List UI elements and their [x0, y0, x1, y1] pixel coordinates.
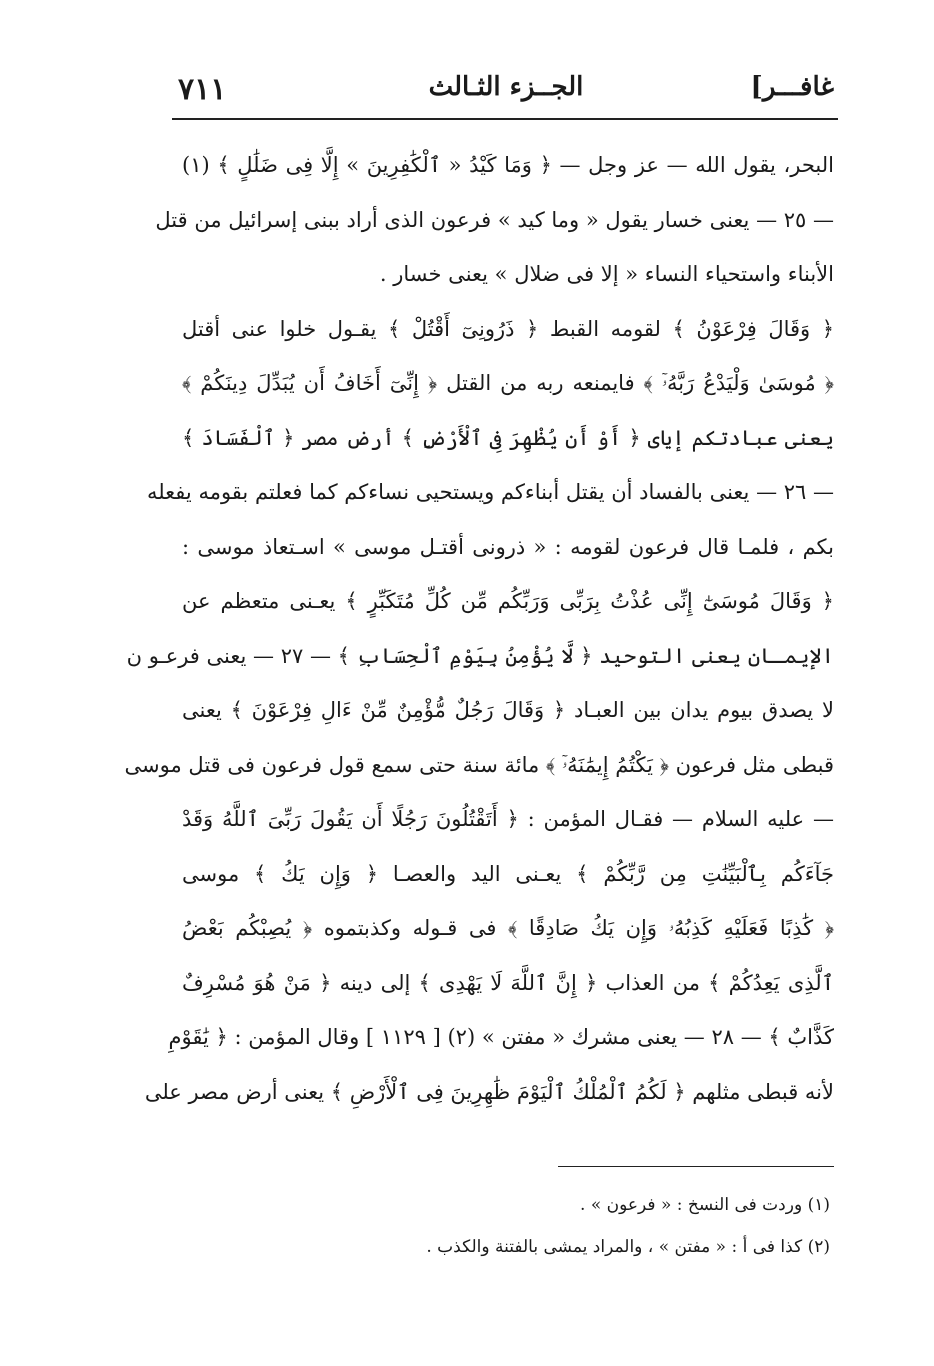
text-line: — ٢٥ — يعنى خسار يقول « وما كيد » فرعون الذى أراد ببنى إسرائيل من قتل	[155, 207, 834, 232]
footnote-2: (٢) كذا فى أ : « مفتن » ، والمراد يمشى بالفتنة والكذب .	[426, 1237, 830, 1257]
text-line: لا يصدق بيوم يدان بين العبـاد ﴿ وَقَالَ رَجُلٌ مُّؤْمِنٌ مِّنْ ءَالِ فِرْعَوْنَ ﴾ يعنى	[182, 698, 834, 722]
text-line: ﴿ مُوسَىٰ وَلْيَدْعُ رَبَّهُۥٓ ﴾ فايمنعه ربه من القتل ﴿ إِنِّىٓ أَخَافُ أَن يُبَدِّلَ دِينَكُمْ ﴾	[182, 371, 834, 395]
page-number: ٧١١	[178, 72, 227, 107]
text-line: ٱلَّذِى يَعِدُكُمْ ﴾ من العذاب ﴿ إِنَّ ٱللَّهَ لَا يَهْدِى ﴾ إلى دينه ﴿ مَنْ هُوَ مُسْرِفٌ	[182, 970, 834, 995]
surah-name: غافـــر]	[750, 72, 834, 102]
text-line: ﴿ وَقَالَ فِرْعَوْنُ ﴾ لقومه القبط ﴿ ذَرُونِىٓ أَقْتُلْ ﴾ يقـول خلوا عنى أقتل	[182, 316, 834, 341]
text-line: — عليه السلام — فقـال المؤمن : ﴿ أَتَقْتُلُونَ رَجُلًا أَن يَقُولَ رَبِّىَ ٱللَّهُ وَقَدْ	[182, 807, 834, 831]
footnotes	[182, 1184, 830, 1268]
text-line: قبطى مثل فرعون ﴿ يَكْتُمُ إِيمَٰنَهُۥٓ ﴾ مائة سنة حتى سمع قول فرعون فى قتل موسى	[124, 752, 834, 777]
running-title: الجــزء الثـالث	[428, 72, 584, 102]
page-header	[178, 62, 834, 114]
text-line: كَذَّابٌ ﴾ — ٢٨ — يعنى مشرك « مفتن » (٢) [ ١١٢٩ ] وقال المؤمن : ﴿ يَٰقَوْمِ	[168, 1025, 834, 1049]
text-line: جَآءَكُم بِٱلْبَيِّنَٰتِ مِن رَّبِّكُمْ ﴾ يعـنى اليد والعصـا ﴿ وَإِن يَكُ ﴾ موسى	[182, 861, 834, 886]
text-line: لأنه قبطى مثلهم ﴿ لَكُمُ ٱلْمُلْكُ ٱلْيَوْمَ ظَٰهِرِينَ فِى ٱلْأَرْضِ ﴾ يعنى أرض مصر على	[144, 1079, 834, 1104]
header-rule	[172, 118, 838, 120]
text-line: يعنى عبادتكم إياى ﴿ أَوْ أَن يُظْهِرَ فِى ٱلْأَرْضِ ﴾ أرض مصر ﴿ ٱلْفَسَادَ ﴾	[182, 425, 834, 450]
footnote-1: (١) وردت فى النسخ : « فرعون » .	[580, 1195, 830, 1215]
text-line: ﴿ وَقَالَ مُوسَىٰٓ إِنِّى عُذْتُ بِرَبِّى وَرَبِّكُم مِّن كُلِّ مُتَكَبِّرٍ ﴾ يعـنى متعظم عن	[182, 589, 834, 613]
text-line: بكم ، فلمـا قال فرعون لقومه : « ذرونى أقتـل موسى » اسـتعاذ موسى :	[182, 534, 834, 559]
text-line: ﴿ كَٰذِبًا فَعَلَيْهِ كَذِبُهُۥ وَإِن يَكُ صَادِقًا ﴾ فى قـوله وكذبتموه ﴿ يُصِبْكُم بَعْضُ	[182, 916, 834, 940]
text-line: الأبناء واستحياء النساء « إلا فى ضلال » يعنى خسار .	[379, 262, 834, 286]
text-line: البحر، يقول الله — عز وجل — ﴿ وَمَا كَيْدُ « ٱلْكَٰفِرِينَ » إِلَّا فِى ضَلَٰلٍ ﴾ (١)	[182, 153, 834, 177]
body-text	[124, 138, 834, 1119]
text-line: — ٢٦ — يعنى بالفساد أن يقتل أبناءكم ويستحيى نساءكم كما فعلتم بقومه يفعله	[146, 480, 834, 504]
text-line: الإيمـان يعنى التوحيد ﴿ لَّا يُؤْمِنُ بِيَوْمِ ٱلْحِسَابِ ﴾ — ٢٧ — يعنى فرعـو ن	[126, 643, 834, 668]
footnote-rule	[558, 1166, 834, 1167]
